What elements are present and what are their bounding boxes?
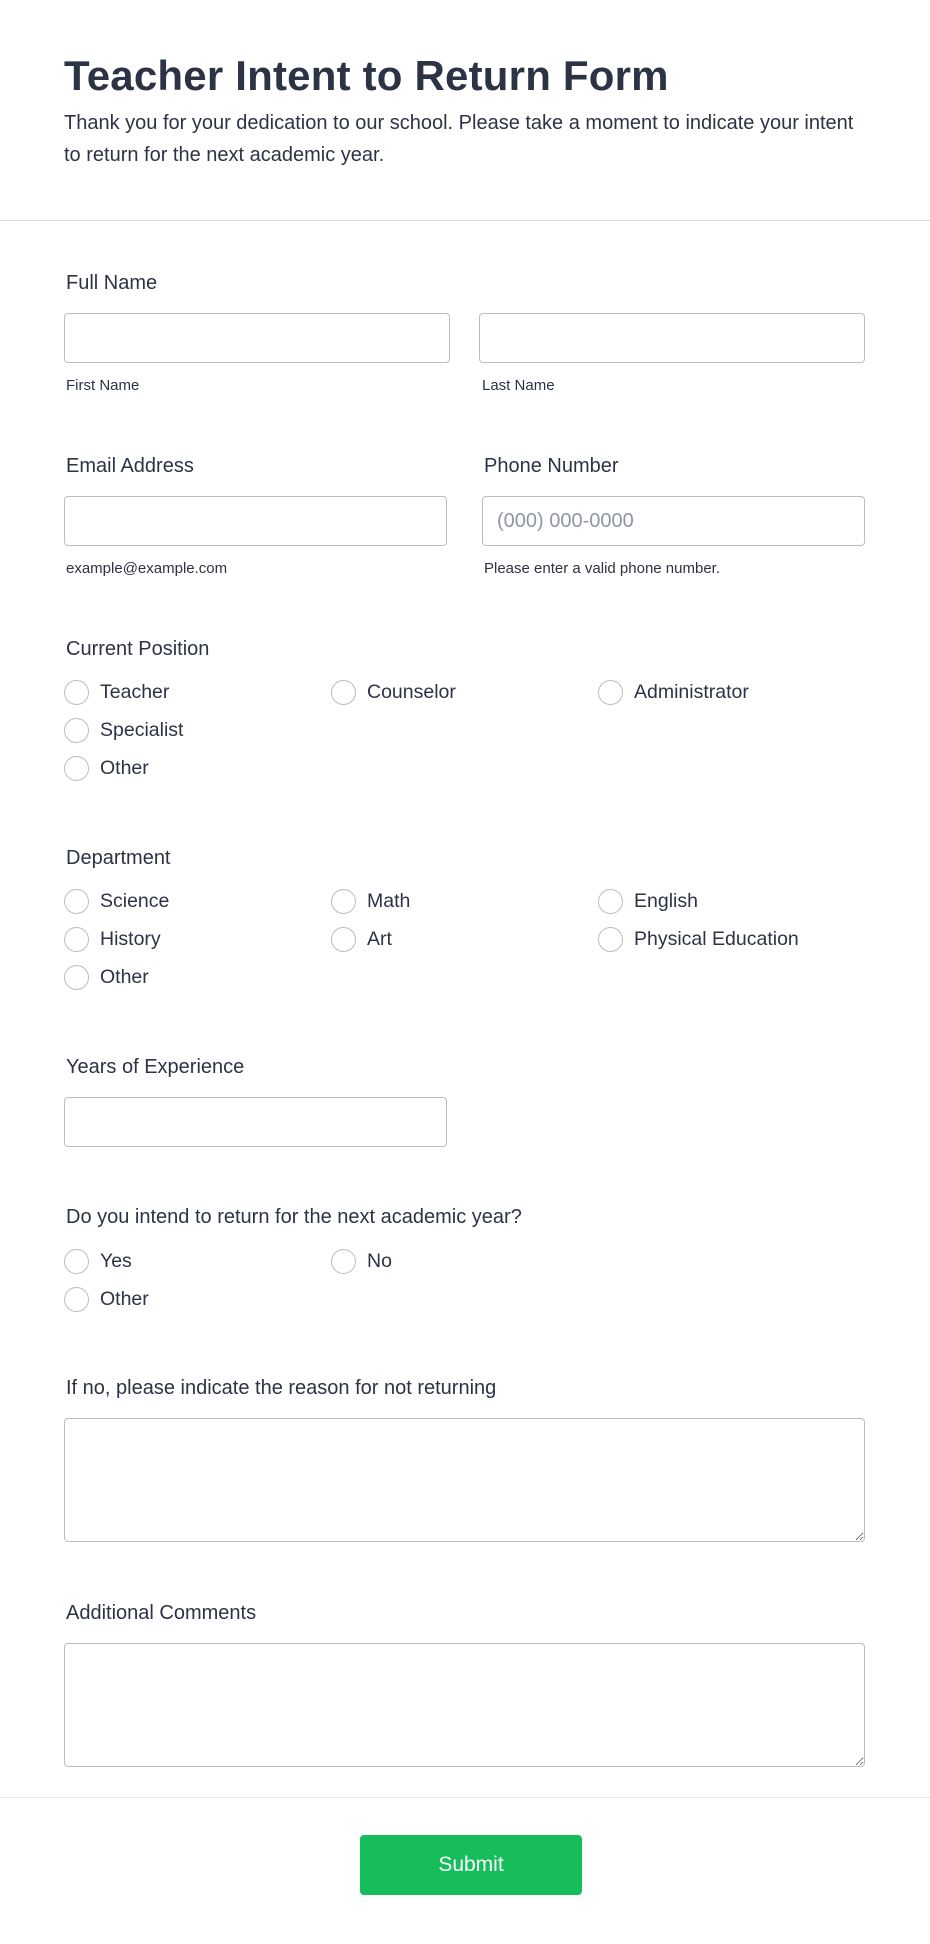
department-option-art[interactable] <box>331 926 392 952</box>
form-header <box>0 0 930 221</box>
phone-sublabel: Please enter a valid phone number. <box>484 560 720 577</box>
department-option-other[interactable] <box>64 964 149 990</box>
radio-circle[interactable] <box>331 1249 356 1274</box>
radio-circle[interactable] <box>64 965 89 990</box>
footer-divider <box>0 1797 930 1798</box>
radio-circle[interactable] <box>331 680 356 705</box>
department-option-math[interactable] <box>331 888 410 914</box>
radio-label: Other <box>100 965 149 988</box>
department-option-english[interactable] <box>598 888 698 914</box>
comments-label: Additional Comments <box>66 1602 257 1624</box>
form-description: Thank you for your dedication to our school. Please take a moment to indicate your intent to return for the next academic year. <box>64 112 854 166</box>
radio-label: Other <box>100 1287 149 1310</box>
radio-circle[interactable] <box>598 680 623 705</box>
full-name-label: Full Name <box>66 272 158 294</box>
phone-label: Phone Number <box>484 455 619 477</box>
radio-circle[interactable] <box>598 889 623 914</box>
position-label: Current Position <box>66 638 210 660</box>
position-option-other[interactable] <box>64 755 149 781</box>
last-name-input[interactable] <box>479 313 865 363</box>
email-sublabel: example@example.com <box>66 560 228 577</box>
radio-circle[interactable] <box>64 1287 89 1312</box>
email-label: Email Address <box>66 455 194 477</box>
radio-label: Administrator <box>634 680 749 703</box>
department-option-science[interactable] <box>64 888 169 914</box>
radio-label: English <box>634 889 698 912</box>
reason-textarea[interactable] <box>64 1418 865 1542</box>
email-input[interactable] <box>64 496 447 546</box>
last-name-sublabel: Last Name <box>482 377 555 394</box>
radio-label: Art <box>367 927 392 950</box>
radio-circle[interactable] <box>331 889 356 914</box>
radio-circle[interactable] <box>64 718 89 743</box>
form-title: Teacher Intent to Return Form <box>64 52 669 99</box>
phone-input[interactable] <box>482 496 865 546</box>
experience-label: Years of Experience <box>66 1056 245 1078</box>
department-option-history[interactable] <box>64 926 161 952</box>
radio-label: Math <box>367 889 411 912</box>
radio-circle[interactable] <box>64 756 89 781</box>
intent-option-yes[interactable] <box>64 1248 132 1274</box>
radio-label: Specialist <box>100 718 184 741</box>
intent-option-other[interactable] <box>64 1286 149 1312</box>
submit-button[interactable]: Submit <box>360 1835 582 1895</box>
radio-circle[interactable] <box>598 927 623 952</box>
radio-circle[interactable] <box>64 1249 89 1274</box>
radio-circle[interactable] <box>64 680 89 705</box>
radio-circle[interactable] <box>331 927 356 952</box>
position-option-teacher[interactable] <box>64 679 169 705</box>
radio-label: Science <box>100 889 170 912</box>
first-name-input[interactable] <box>64 313 450 363</box>
position-option-counselor[interactable] <box>331 679 456 705</box>
first-name-sublabel: First Name <box>66 377 140 394</box>
position-option-administrator[interactable] <box>598 679 749 705</box>
radio-label: Teacher <box>100 680 170 703</box>
radio-circle[interactable] <box>64 927 89 952</box>
radio-label: Other <box>100 756 149 779</box>
radio-label: No <box>367 1249 392 1272</box>
radio-label: Physical Education <box>634 927 799 950</box>
position-option-specialist[interactable] <box>64 717 183 743</box>
radio-label: Counselor <box>367 680 456 703</box>
intent-option-no[interactable] <box>331 1248 392 1274</box>
reason-label: If no, please indicate the reason for not returning <box>66 1377 497 1399</box>
comments-textarea[interactable] <box>64 1643 865 1767</box>
radio-label: Yes <box>100 1249 132 1272</box>
intent-label: Do you intend to return for the next academic year? <box>66 1206 522 1228</box>
experience-input[interactable] <box>64 1097 447 1147</box>
radio-circle[interactable] <box>64 889 89 914</box>
radio-label: History <box>100 927 161 950</box>
department-option-physical-education[interactable] <box>598 926 799 952</box>
department-label: Department <box>66 847 171 869</box>
